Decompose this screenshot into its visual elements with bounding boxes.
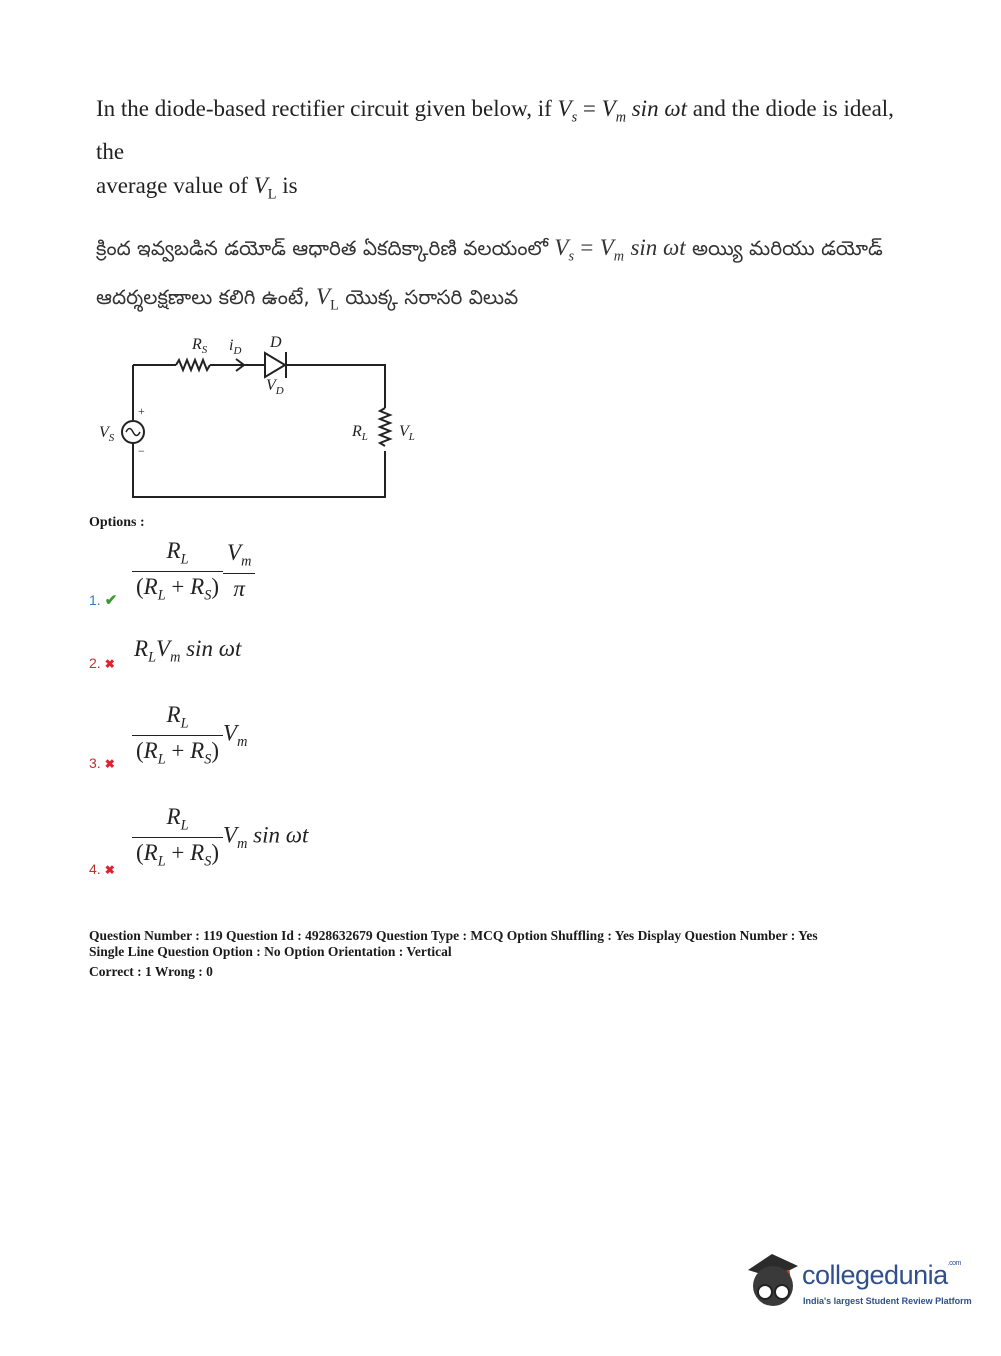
- fraction-rl-over-sum: $\frac{R_L}{(R_L + R_S)}$: [132, 538, 223, 604]
- collegedunia-logo: [740, 1250, 970, 1320]
- formula-vl: $V_L$: [253, 172, 277, 203]
- diode-triangle: [265, 353, 285, 377]
- cross-icon: ✖: [104, 657, 115, 671]
- fraction-rl-over-sum: $\frac{R_L}{(R_L + R_S)}$: [132, 702, 223, 768]
- question-telugu-line2-end: యొక్క సరాసరి విలువ: [345, 284, 519, 309]
- option-4-expression: $\frac{R_L}{(R_L + R_S)}$ $V_m$ sin ωt: [132, 804, 308, 870]
- telugu-formula-vs: $V_s$: [554, 235, 575, 265]
- cross-icon: ✖: [104, 757, 115, 771]
- question-english-is: is: [282, 172, 298, 198]
- telugu-formula-vm: $V_m$: [599, 235, 625, 265]
- option-3-expression: $\frac{R_L}{(R_L + R_S)}$ $V_m$: [132, 702, 247, 768]
- option-2-expression: $R_LV_m$ sin ωt: [134, 636, 242, 666]
- option-1-expression: [132, 538, 255, 604]
- wire-top-right: [286, 365, 385, 408]
- formula-vs: $V_s$: [557, 96, 578, 126]
- metadata-line-2: Single Line Question Option : No Option Orientation : Vertical: [89, 944, 452, 959]
- brand-name: collegedunia$^{.com}$: [802, 1260, 961, 1290]
- option-2-indicator: [89, 655, 115, 673]
- option-number: 1.: [89, 592, 101, 608]
- label-minus: −: [138, 444, 145, 458]
- label-rs: $R_S$: [192, 336, 208, 356]
- metadata-line-1: Question Number : 119 Question Id : 4928632679 Question Type : MCQ Option Shuffling : Yes Display Question Number : Yes: [89, 928, 818, 943]
- question-telugu-line2: ఆదర్శలక్షణాలు కలిగి ఉంటే,: [96, 284, 310, 309]
- resistor-rs: [176, 360, 210, 370]
- telugu-formula-sin: sin ωt: [630, 235, 686, 260]
- formula-equals: =: [582, 96, 596, 121]
- label-id: $i_D$: [229, 337, 242, 357]
- resistor-rl: [380, 408, 390, 446]
- question-english-line2: average value of: [96, 172, 248, 198]
- option-4-indicator: [89, 861, 115, 879]
- option-1-indicator: [89, 591, 117, 610]
- label-rl: $R_L$: [352, 423, 368, 443]
- label-d: D: [270, 334, 282, 351]
- wire-right-bottom: [133, 444, 385, 497]
- telugu-formula-equals: =: [580, 235, 594, 260]
- label-plus: +: [138, 404, 145, 418]
- option-number: 4.: [89, 861, 101, 877]
- question-english-part2: and the diode is ideal, the: [96, 96, 894, 164]
- fraction-rl-over-sum: $\frac{R_L}{(R_L + R_S)}$: [132, 804, 223, 870]
- question-metadata: [89, 928, 929, 980]
- options-heading: Options :: [89, 515, 145, 530]
- cross-icon: ✖: [104, 863, 115, 877]
- formula-sin: sin ωt: [631, 96, 687, 121]
- label-vd: $V_D$: [266, 377, 284, 397]
- rectifier-circuit-diagram: [0, 0, 1001, 520]
- question-telugu-part1: క్రింద ఇవ్వబడిన డయోడ్ ఆధారిత ఏకదిక్కారిణి వలయంలో: [96, 236, 549, 260]
- mascot-icon: [740, 1250, 802, 1316]
- question-telugu-part2: అయ్యి మరియు డయోడ్: [692, 236, 883, 260]
- ac-source-sine: [126, 429, 140, 436]
- label-vl: $V_L$: [399, 423, 415, 443]
- brand-tagline: India's largest Student Review Platform: [803, 1296, 972, 1306]
- question-english-part1: In the diode-based rectifier circuit given below, if: [96, 96, 552, 121]
- label-vs: $V_S$: [99, 424, 115, 444]
- option-number: 2.: [89, 655, 101, 671]
- fraction-vm-over-pi: $\frac{V_m}{\pi}$: [223, 540, 255, 602]
- formula-vm: $V_m$: [601, 96, 626, 126]
- metadata-line-3: Correct : 1 Wrong : 0: [89, 964, 213, 979]
- option-number: 3.: [89, 755, 101, 771]
- telugu-formula-vl: $V_L$: [316, 283, 339, 314]
- option-3-indicator: [89, 755, 115, 773]
- check-icon: ✔: [104, 593, 118, 609]
